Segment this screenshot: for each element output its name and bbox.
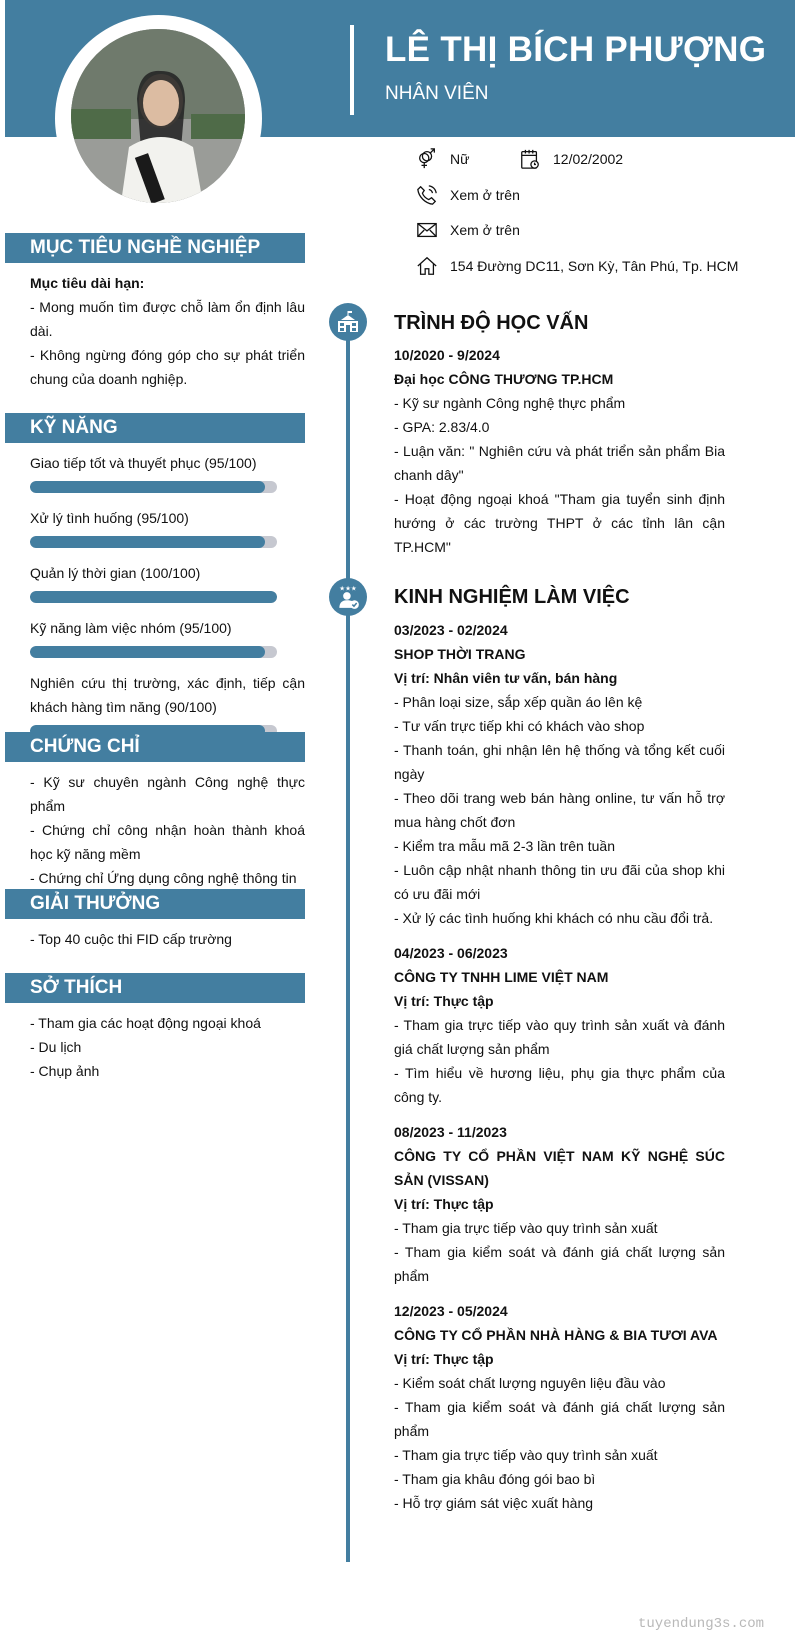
certificates-heading: CHỨNG CHỈ	[5, 732, 305, 762]
list-item: - Top 40 cuộc thi FID cấp trường	[30, 931, 232, 947]
list-item: - Tham gia kiểm soát và đánh giá chất lượng sản phẩm	[394, 1399, 725, 1439]
list-item: - Tư vấn trực tiếp khi có khách vào shop	[394, 718, 645, 734]
list-item: - Tìm hiểu về hương liệu, phụ gia thực phẩm của công ty.	[394, 1065, 725, 1105]
list-item: - Chứng chỉ công nhận hoàn thành khoá học kỹ năng mềm	[30, 822, 305, 862]
timeline-entry	[394, 618, 725, 930]
contact-email	[416, 218, 520, 242]
gender-icon	[416, 148, 438, 170]
list-item: - Luận văn: " Nghiên cứu và phát triển sản phẩm Bia chanh dây"	[394, 443, 725, 483]
entry-organization: CÔNG TY CỔ PHẦN NHÀ HÀNG & BIA TƯƠI AVA	[394, 1327, 718, 1343]
svg-text:★★★: ★★★	[339, 585, 357, 593]
profile-photo	[71, 29, 245, 203]
contact-gender	[416, 147, 469, 171]
skill-label: Giao tiếp tốt và thuyết phục (95/100)	[30, 455, 257, 471]
address-value: 154 Đường DC11, Sơn Kỳ, Tân Phú, Tp. HCM	[450, 258, 739, 274]
entry-position: Vị trí: Nhân viên tư vấn, bán hàng	[394, 670, 618, 686]
skill-bar	[30, 646, 277, 658]
entry-organization: SHOP THỜI TRANG	[394, 646, 526, 662]
phone-icon	[416, 184, 438, 206]
skill-bar	[30, 481, 277, 493]
list-item: - Du lịch	[30, 1039, 82, 1055]
list-item: - Chụp ảnh	[30, 1063, 100, 1079]
list-item: - Luôn cập nhật nhanh thông tin ưu đãi của shop khi có ưu đãi mới	[394, 862, 725, 902]
timeline-entry	[394, 343, 725, 559]
objective-subtitle: Mục tiêu dài hạn:	[30, 275, 145, 291]
list-item: - Xử lý các tình huống khi khách có nhu cầu đổi trả.	[394, 910, 714, 926]
list-item: - Mong muốn tìm được chỗ làm ổn định lâu dài.	[30, 299, 305, 339]
skills-heading: KỸ NĂNG	[5, 413, 305, 443]
skill-label: Xử lý tình huống (95/100)	[30, 510, 189, 526]
birthday-value: 12/02/2002	[553, 151, 624, 167]
candidate-role: NHÂN VIÊN	[385, 83, 489, 104]
list-item: - Kiểm soát chất lượng nguyên liệu đầu vào	[394, 1375, 666, 1391]
list-item: - Không ngừng đóng góp cho sự phát triển chung của doanh nghiệp.	[30, 347, 305, 387]
mail-icon	[416, 219, 438, 241]
entry-period: 10/2020 - 9/2024	[394, 347, 500, 363]
skill-bar	[30, 591, 277, 603]
skills-section	[5, 413, 305, 750]
list-item: - GPA: 2.83/4.0	[394, 419, 490, 435]
employee-rating-icon	[329, 578, 367, 616]
timeline-entry	[394, 1120, 725, 1288]
list-item: - Tham gia trực tiếp vào quy trình sản xuất và đánh giá chất lượng sản phẩm	[394, 1017, 725, 1057]
list-item: - Theo dõi trang web bán hàng online, tư vấn hỗ trợ mua hàng chốt đơn	[394, 790, 725, 830]
skill-label: Quản lý thời gian (100/100)	[30, 565, 201, 581]
timeline-line	[346, 322, 350, 1562]
skill-bar-fill	[30, 646, 265, 658]
list-item: - Thanh toán, ghi nhận lên hệ thống và tổng kết cuối ngày	[394, 742, 725, 782]
skill-label: Kỹ năng làm việc nhóm (95/100)	[30, 620, 232, 636]
list-item: - Tham gia trực tiếp vào quy trình sản xuất	[394, 1220, 658, 1236]
phone-value: Xem ở trên	[450, 187, 520, 203]
skill-bar-fill	[30, 536, 265, 548]
list-item: - Tham gia trực tiếp vào quy trình sản xuất	[394, 1447, 658, 1463]
objective-heading: MỤC TIÊU NGHỀ NGHIỆP	[5, 233, 305, 263]
entry-period: 12/2023 - 05/2024	[394, 1303, 508, 1319]
objective-section	[5, 233, 305, 391]
experience-heading: KINH NGHIỆM LÀM VIỆC	[394, 586, 630, 608]
contact-phone	[416, 183, 520, 207]
entry-period: 08/2023 - 11/2023	[394, 1124, 507, 1140]
email-value: Xem ở trên	[450, 222, 520, 238]
education-heading: TRÌNH ĐỘ HỌC VẤN	[394, 312, 589, 334]
certificates-section	[5, 732, 305, 890]
entry-period: 04/2023 - 06/2023	[394, 945, 508, 961]
gender-value: Nữ	[450, 151, 470, 167]
candidate-name: LÊ THỊ BÍCH PHƯỢNG	[385, 30, 767, 69]
timeline-entry	[394, 941, 725, 1109]
list-item: - Chứng chỉ Ứng dụng công nghệ thông tin	[30, 870, 297, 886]
entry-organization: Đại học CÔNG THƯƠNG TP.HCM	[394, 371, 614, 387]
contact-birthday	[519, 147, 623, 171]
entry-organization: CÔNG TY TNHH LIME VIỆT NAM	[394, 969, 609, 985]
list-item: - Tham gia các hoạt động ngoại khoá	[30, 1015, 261, 1031]
entry-position: Vị trí: Thực tập	[394, 1351, 494, 1367]
hobbies-section	[5, 973, 305, 1083]
entry-period: 03/2023 - 02/2024	[394, 622, 508, 638]
entry-organization: CÔNG TY CỔ PHẦN VIỆT NAM KỸ NGHỆ SÚC SẢN (VISSAN)	[394, 1148, 725, 1188]
timeline-entry	[394, 1299, 725, 1515]
skill-bar	[30, 536, 277, 548]
awards-section	[5, 889, 305, 951]
list-item: - Kỹ sư chuyên ngành Công nghệ thực phẩm	[30, 774, 305, 814]
entry-position: Vị trí: Thực tập	[394, 1196, 494, 1212]
header-divider	[350, 25, 354, 115]
hobbies-heading: SỞ THÍCH	[5, 973, 305, 1003]
calendar-icon	[519, 148, 541, 170]
skill-bar-fill	[30, 591, 277, 603]
home-icon	[416, 255, 438, 277]
school-icon	[329, 303, 367, 341]
list-item: - Phân loại size, sắp xếp quần áo lên kệ	[394, 694, 643, 710]
awards-heading: GIẢI THƯỞNG	[5, 889, 305, 919]
list-item: - Hỗ trợ giám sát việc xuất hàng	[394, 1495, 594, 1511]
skill-bar-fill	[30, 481, 265, 493]
entry-position: Vị trí: Thực tập	[394, 993, 494, 1009]
list-item: - Tham gia kiểm soát và đánh giá chất lượng sản phẩm	[394, 1244, 725, 1284]
skill-label: Nghiên cứu thị trường, xác định, tiếp cận khách hàng tìm năng (90/100)	[30, 675, 305, 715]
contact-address	[416, 254, 738, 278]
education-section	[394, 306, 725, 570]
list-item: - Kiểm tra mẫu mã 2-3 lần trên tuần	[394, 838, 615, 854]
experience-section	[394, 580, 725, 1526]
list-item: - Kỹ sư ngành Công nghệ thực phẩm	[394, 395, 626, 411]
list-item: - Tham gia khâu đóng gói bao bì	[394, 1471, 596, 1487]
list-item: - Hoạt động ngoại khoá "Tham gia tuyển sinh định hướng ở các trường THPT ở các tỉnh lân cận TP.HCM"	[394, 491, 725, 555]
watermark: tuyendung3s.com	[638, 1616, 765, 1632]
